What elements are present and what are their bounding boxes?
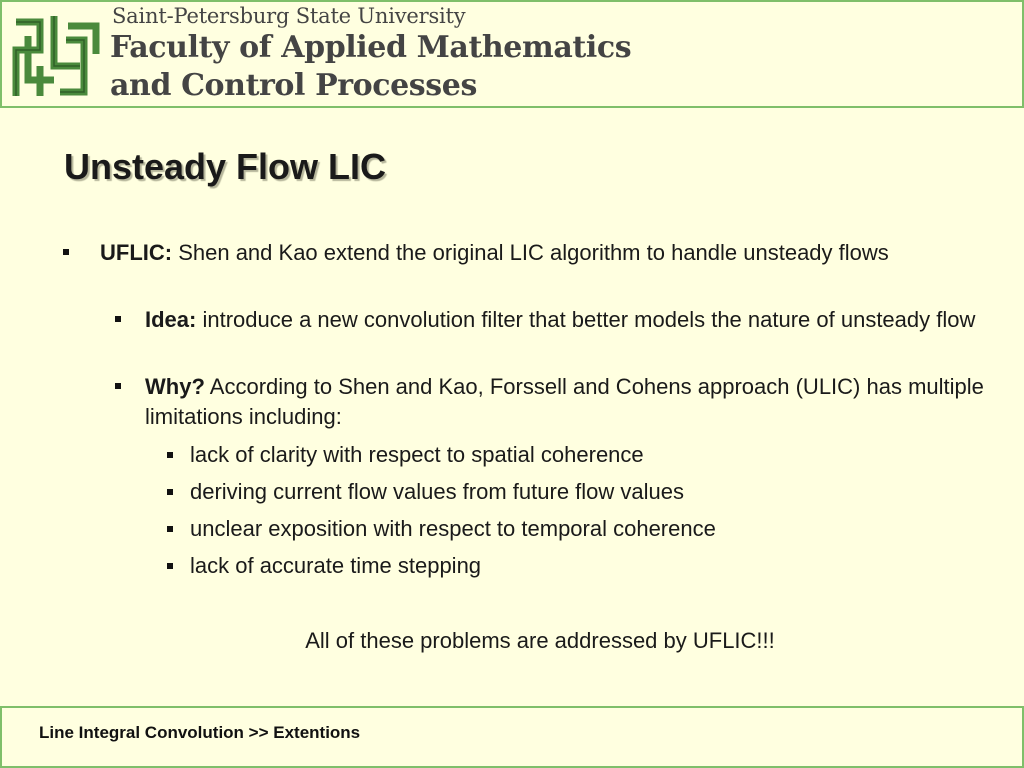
bullet-icon — [115, 316, 121, 322]
footer-bar — [0, 706, 1024, 768]
bullet-icon — [167, 563, 173, 569]
faculty-name-line1: Faculty of Applied Mathematics — [110, 30, 632, 65]
faculty-name-line2: and Control Processes — [110, 68, 477, 103]
university-name: Saint-Petersburg State University — [112, 4, 466, 28]
why-text: According to Shen and Kao, Forssell and Cohens approach (ULIC) has multiple limitations including: — [145, 374, 984, 429]
bullet-idea — [145, 305, 985, 335]
slide-title: Unsteady Flow LIC — [64, 146, 387, 187]
closing-statement: All of these problems are addressed by UFLIC!!! — [305, 628, 775, 653]
header-banner — [0, 0, 1024, 108]
bullet-why — [145, 372, 985, 432]
bullet-icon — [167, 452, 173, 458]
limitation-item: deriving current flow values from future flow values — [190, 479, 684, 504]
footer-breadcrumb: Line Integral Convolution >> Extentions — [39, 723, 361, 742]
idea-text: introduce a new convolution filter that better models the nature of unsteady flow — [196, 307, 976, 332]
uflic-label: UFLIC: — [100, 240, 173, 265]
limitation-item: lack of accurate time stepping — [190, 553, 482, 578]
uflic-text: Shen and Kao extend the original LIC algorithm to handle unsteady flows — [172, 240, 889, 265]
limitation-item: unclear exposition with respect to temporal coherence — [190, 516, 716, 541]
bullet-icon — [167, 526, 173, 532]
limitation-item: lack of clarity with respect to spatial coherence — [190, 442, 644, 467]
faculty-logo-icon — [10, 10, 102, 102]
bullet-icon — [115, 383, 121, 389]
bullet-icon — [63, 249, 69, 255]
why-label: Why? — [145, 374, 205, 399]
bullet-icon — [167, 489, 173, 495]
bullet-uflic — [100, 238, 980, 268]
idea-label: Idea: — [145, 307, 197, 332]
